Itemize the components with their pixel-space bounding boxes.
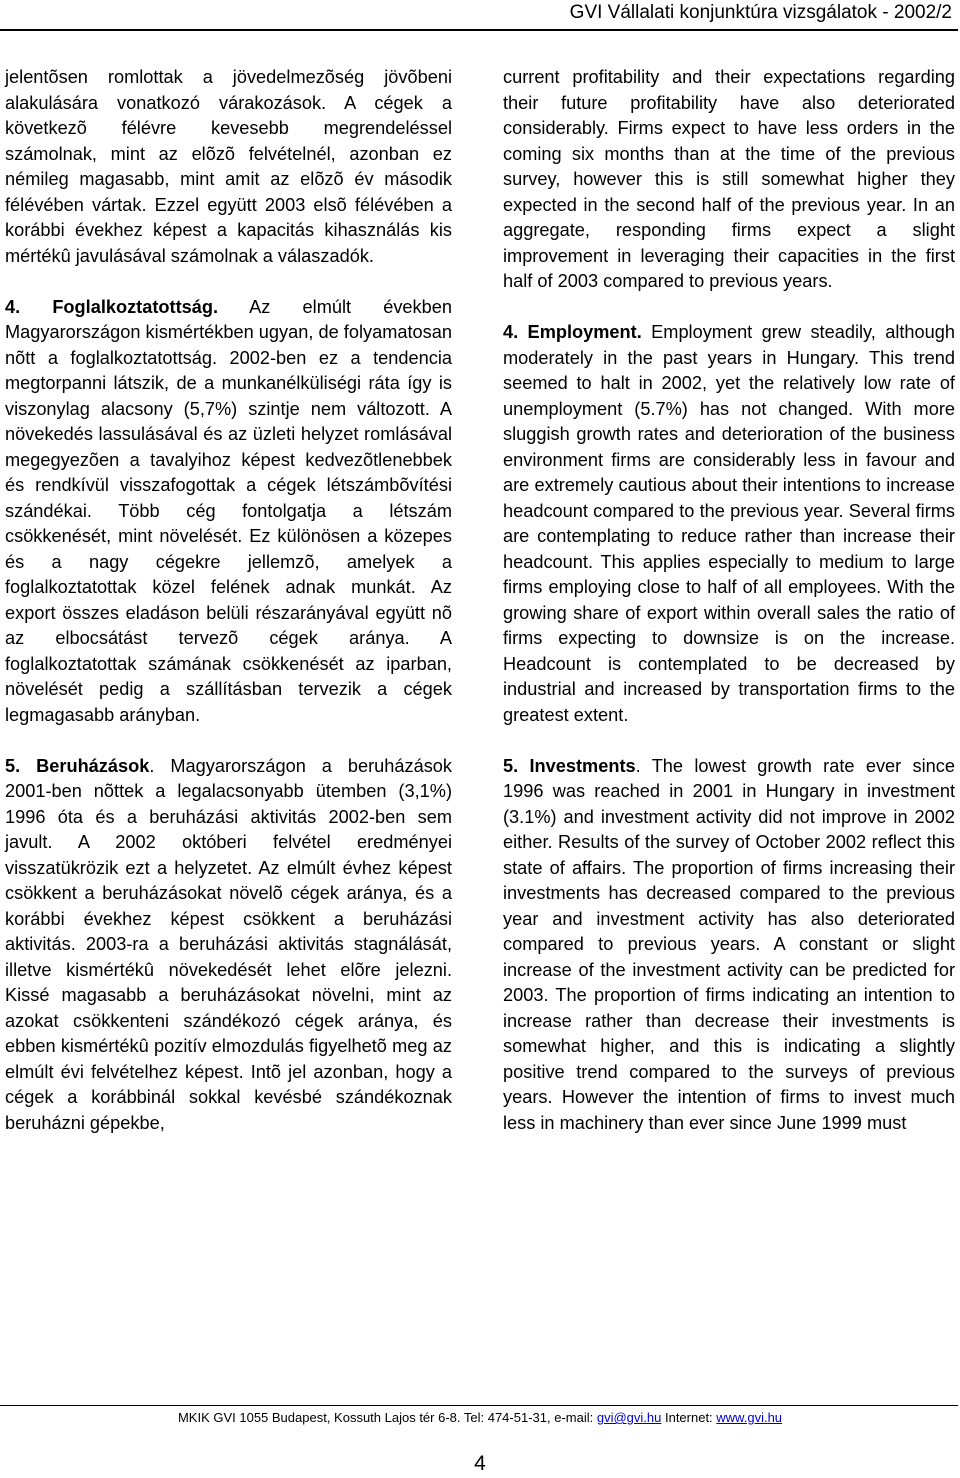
footer-internet-label: Internet:: [661, 1410, 717, 1425]
left-intro-paragraph: jelentõsen romlottak a jövedelmezõség jövõbeni alakulására vonatkozó várakozások. A cégek a következõ félévre kevesebb megrendeléssel számolnak, mint az elõzõ felvételnél, azonban ez némileg magasabb, mint amit az elõzõ év második félévében vártak. Ezzel együtt 2003 elsõ félévében a korábbi évekhez képest a kapacitás kihasználás kis mértékû javulásával számolnak a válaszadók.: [5, 67, 452, 266]
right-section-employment-body: Employment grew steadily, although moderately in the past years in Hungary. This trend seemed to halt in 2002, yet the relatively low rate of unemployment (5.7%) has not changed. With more sluggish growth rates and deterioration of the business environment firms are considerably less in favour and are extremely cautious about their intentions to increase headcount compared to the previous year. Several firms are contemplating to reduce rather than increase their headcount. This applies especially to medium to large firms employing close to half of all employees. With the growing share of export within overall sales the ratio of firms expecting to downsize is on the increase. Headcount is contemplated to be decreased by industrial and increased by transportation firms to the greatest extent.: [503, 322, 955, 725]
footer-address: MKIK GVI 1055 Budapest, Kossuth Lajos tér 6-8. Tel: 474-51-31, e-mail:: [177, 1410, 597, 1425]
right-section-investments-heading: 5. Investments: [503, 755, 636, 776]
right-column-english: [503, 65, 955, 1136]
left-section-employment-body: Az elmúlt években Magyarországon kismértékben ugyan, de folyamatosan nõtt a foglalkoztatottság. 2002-ben ez a tendencia megtorpanni látszik, de a munkanélküliségi ráta így is viszonylag alacsony (5,7%) szintje nem változott. A növekedés lassulásával és az üzleti helyzet romlásával megegyezõen a tavalyihoz képest kedvezõtlenebbek és rendkívül visszafogottak a cégek létszámbõvítési szándékai. Több cég fontolgatja a létszám csökkenését, mint növelését. Ez különösen a közepes és a nagy cégekre jellemzõ, amelyek a foglalkoztatottak közel felének adnak munkát. Az export összes eladáson belüli részarányával együtt nõ az elbocsátást tervezõ cégek aránya. A foglalkoztatottak számának csökkenését az iparban, növelését pedig a szállításban tervezik a cégek legmagasabb arányban.: [5, 296, 452, 725]
header-divider: [0, 29, 958, 31]
right-section-employment-heading: 4. Employment.: [503, 322, 642, 342]
right-section-investments: [503, 754, 955, 1137]
right-section-investments-body: . The lowest growth rate ever since 1996 was reached in 2001 in Hungary in investment (3.1%) and investment activity did not improve in 2002 either. Results of the survey of October 2002 reflect this state of affairs. The proportion of firms increasing their investments has decreased compared to the previous year and investment activity has also deteriorated compared to previous years. A constant or slight increase of the investment activity can be predicted for 2003. The proportion of firms indicating an intention to increase rather than decrease their investments is somewhat higher, and this is indicating a slightly positive trend compared to the surveys of previous years. However the intention of firms to invest much less in machinery than ever since June 1999 must: [503, 755, 956, 1133]
left-section-investments-body: . Magyarországon a beruházások 2001-ben nõttek a legalacsonyabb ütemben (3,1%) 1996 óta és a beruházási aktivitás 2002-ben sem javult. A 2002 októberi felvétel eredményei visszatükrözik ezt a helyzetet. Az elmúlt évhez képest csökkent a beruházásokat növelõ cégek aránya, és a korábbi évekhez képest csökkent a beruházási aktivitás. 2003-ra a beruházási aktivitás stagnálását, illetve kismértékû növekedését lehet elõre jelezni. Kissé magasabb a beruházásokat növelni, mint az azokat csökkenteni szándékozó cégek aránya, és ebben kismértékû pozitív elmozdulás figyelhetõ meg az elmúlt évi felvételhez képest. Intõ jel azonban, hogy a cégek a korábbinál sokkal kevésbé szándékoznak beruházni gépekbe,: [5, 755, 452, 1133]
footer-website-link[interactable]: www.gvi.hu: [716, 1410, 783, 1425]
left-column-hungarian: [5, 65, 452, 1136]
left-section-investments-heading: 5. Beruházások: [5, 755, 150, 776]
page-footer: [0, 1410, 960, 1425]
page-header: [0, 0, 960, 27]
left-section-employment: [5, 295, 452, 729]
left-section-employment-heading: 4. Foglalkoztatottság.: [5, 296, 219, 317]
footer-divider: [0, 1405, 958, 1406]
page-number: 4: [474, 1452, 486, 1475]
right-section-employment: [503, 320, 955, 728]
footer-email-link[interactable]: gvi@gvi.hu: [596, 1410, 662, 1425]
left-section-investments: [5, 754, 452, 1137]
header-title: GVI Vállalati konjunktúra vizsgálatok - 2002/2: [569, 2, 952, 23]
right-intro-paragraph: current profitability and their expectations regarding their future profitability have also deteriorated considerably. Firms expect to have less orders in the coming six months than at the time of the previous survey, however this is still somewhat higher they expected in the second half of the previous year. In an aggregate, responding firms expect a slight improvement in leveraging their capacities in the first half of 2003 compared to previous years.: [503, 67, 955, 291]
